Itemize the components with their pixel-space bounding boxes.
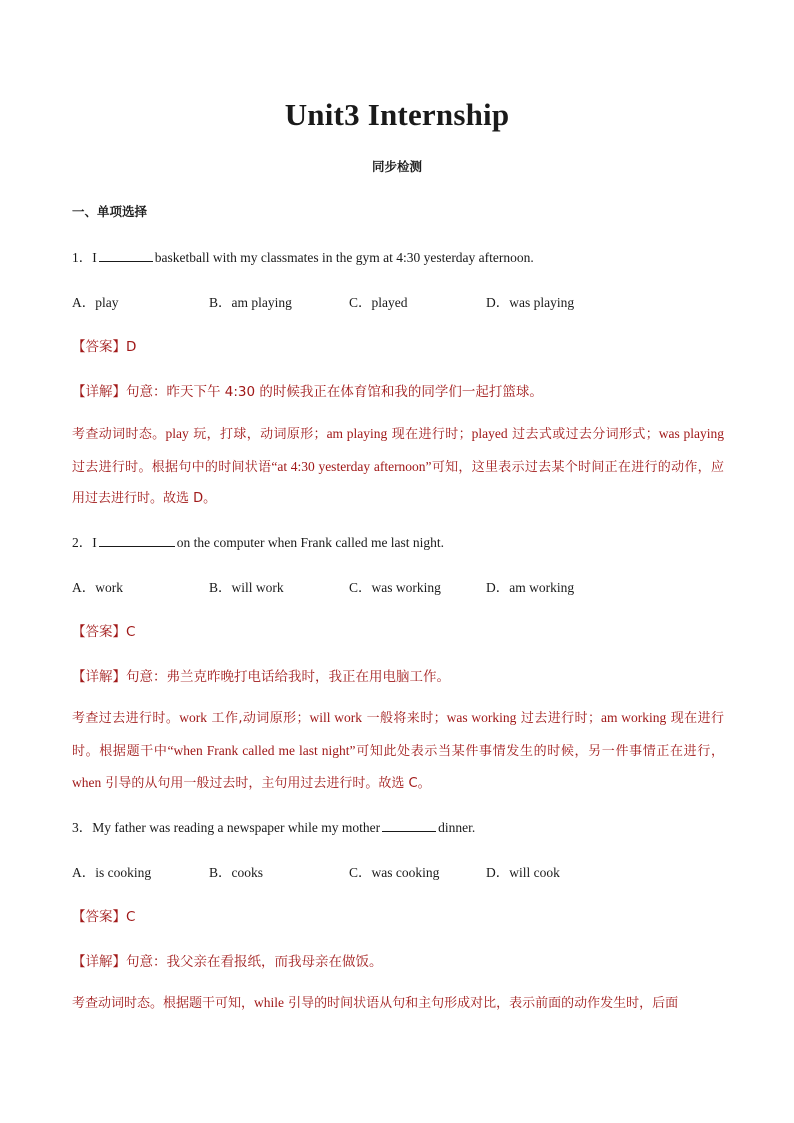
- question-1-text: basketball with my classmates in the gym at 4:30 yesterday afternoon.: [154, 250, 534, 265]
- question-1-option-b: B．am playing: [209, 295, 292, 310]
- question-3-translation: 【详解】句意：我父亲在看报纸，而我母亲在做饭。: [72, 954, 383, 970]
- question-1-stem: [72, 246, 534, 266]
- question-3-blank: [382, 819, 436, 832]
- page-subtitle: 同步检测: [371, 159, 422, 174]
- question-2-option-b: B．will work: [209, 580, 284, 595]
- question-3-stem: [72, 816, 475, 836]
- question-1-translation: 【详解】句意：昨天下午 4:30 的时候我正在体育馆和我的同学们一起打篮球。: [72, 384, 543, 400]
- question-2-answer: 【答案】C: [72, 624, 136, 640]
- question-1-blank: [99, 249, 153, 262]
- question-2-stem: [72, 531, 444, 551]
- question-1-option-d: D．was playing: [486, 295, 575, 310]
- question-3-explanation: 考查动词时态。根据题干可知，while 引导的时间状语从句和主句形成对比，表示前面的动作发生时，后面: [72, 995, 679, 1011]
- question-3-answer: 【答案】C: [72, 909, 136, 925]
- question-2-explanation: 考查过去进行时。work 工作,动词原形；will work 一般将来时；was working 过去进行时；am working 现在进行时。根据题干中“when Frank called me last night”可知此处表示当某件事情发生的时候，另一件事情正在进行，when 引导的从句用一般过去时，主句用过去进行时。故选 C。: [72, 710, 724, 791]
- question-3-option-b: B．cooks: [209, 865, 263, 880]
- question-3-text-a: 3．My father was reading a newspaper while my mother: [72, 820, 381, 835]
- question-2-option-d: D．am working: [486, 580, 575, 595]
- question-1-explanation: 考查动词时态。play 玩，打球，动词原形；am playing 现在进行时；played 过去式或过去分词形式；was playing 过去进行时。根据句中的时间状语“at 4:30 yesterday afternoon”可知，这里表示过去某个时间正在进行的动作，应用过去进行时。故选 D。: [72, 426, 724, 506]
- question-3-option-d: D．will cook: [486, 865, 560, 880]
- question-1-answer: 【答案】D: [72, 339, 137, 355]
- question-1-option-c: C．played: [349, 295, 408, 310]
- question-3-option-a: A．is cooking: [72, 865, 152, 880]
- question-1-number: 1．I: [72, 250, 97, 265]
- section-heading: 一、单项选择: [72, 204, 148, 219]
- question-2-option-a: A．work: [72, 580, 123, 595]
- question-2-text: on the computer when Frank called me last night.: [176, 535, 445, 550]
- question-3-option-c: C．was cooking: [349, 865, 440, 880]
- question-1-option-a: A．play: [72, 295, 119, 310]
- question-3-text-b: dinner.: [438, 820, 476, 835]
- question-2-number: 2．I: [72, 535, 97, 550]
- page-title: Unit3 Internship: [284, 97, 510, 132]
- question-2-option-c: C．was working: [349, 580, 441, 595]
- question-2-blank: [99, 534, 175, 547]
- question-2-translation: 【详解】句意：弗兰克昨晚打电话给我时，我正在用电脑工作。: [72, 669, 450, 685]
